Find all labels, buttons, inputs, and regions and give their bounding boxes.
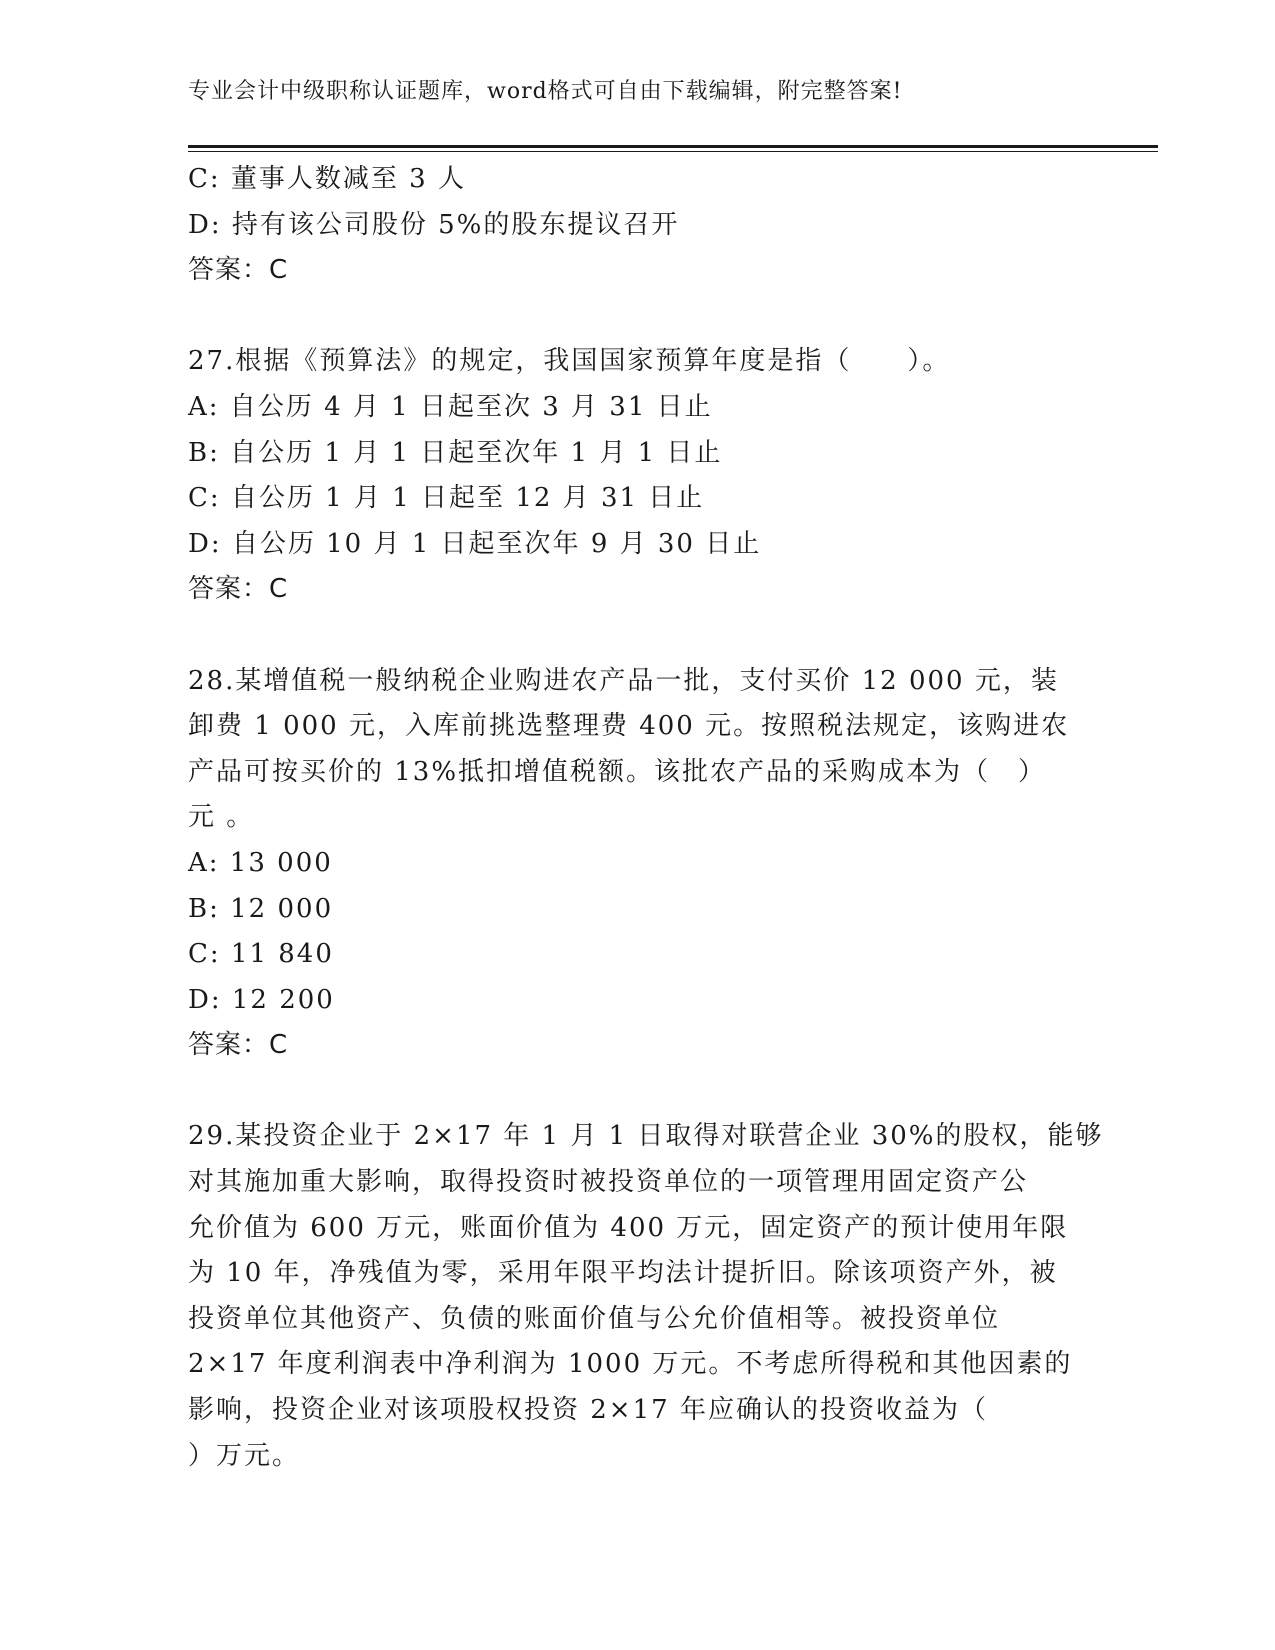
question-stem-line: 29.某投资企业于 2×17 年 1 月 1 日取得对联营企业 30%的股权，能够 — [188, 1121, 1104, 1152]
option-d: D: 持有该公司股份 5%的股东提议召开 — [188, 209, 680, 240]
question-stem-line: 元 。 — [188, 802, 255, 833]
spacer — [188, 294, 1088, 340]
question-stem-line: ）万元。 — [188, 1440, 301, 1471]
option-d: D: 自公历 10 月 1 日起至次年 9 月 30 日止 — [188, 528, 762, 559]
answer: 答案：C — [188, 1030, 289, 1061]
page-header: 专业会计中级职称认证题库，word格式可自由下载编辑，附完整答案! — [188, 79, 903, 104]
option-a: A: 13 000 — [188, 847, 333, 878]
question-stem-line: 产品可按买价的 13%抵扣增值税额。该批农产品的采购成本为（ ） — [188, 756, 1047, 787]
option-d: D: 12 200 — [188, 984, 335, 1015]
spacer — [188, 613, 1088, 659]
prev-question-options — [188, 157, 1088, 248]
question-29 — [188, 1114, 1104, 1479]
question-28 — [188, 659, 1088, 1069]
question-stem-line: 为 10 年，净残值为零，采用年限平均法计提折旧。除该项资产外，被 — [188, 1258, 1058, 1289]
option-b: B: 自公历 1 月 1 日起至次年 1 月 1 日止 — [188, 437, 723, 468]
option-c: C: 董事人数减至 3 人 — [188, 164, 466, 194]
answer: 答案：C — [188, 574, 289, 605]
question-stem-line: 投资单位其他资产、负债的账面价值与公允价值相等。被投资单位 — [188, 1303, 1001, 1334]
option-c: C: 11 840 — [188, 939, 334, 970]
header-rule-thick — [188, 145, 1158, 148]
question-stem-line: 对其施加重大影响，取得投资时被投资单位的一项管理用固定资产公 — [188, 1167, 1029, 1198]
question-stem-line: 卸费 1 000 元，入库前挑选整理费 400 元。按照税法规定，该购进农 — [188, 711, 1070, 742]
question-stem: 27.根据《预算法》的规定，我国国家预算年度是指（ ）。 — [188, 346, 951, 377]
question-27 — [188, 339, 1088, 613]
question-stem-line: 2×17 年度利润表中净利润为 1000 万元。不考虑所得税和其他因素的 — [188, 1349, 1073, 1380]
question-content — [188, 157, 1104, 1479]
header-rule-thin — [188, 151, 1158, 152]
answer: 答案：C — [188, 255, 289, 286]
option-a: A: 自公历 4 月 1 日起至次 3 月 31 日止 — [188, 391, 713, 422]
question-stem-line: 28.某增值税一般纳税企业购进农产品一批，支付买价 12 000 元，装 — [188, 665, 1059, 696]
option-c: C: 自公历 1 月 1 日起至 12 月 31 日止 — [188, 483, 705, 514]
spacer — [188, 1069, 1088, 1115]
option-b: B: 12 000 — [188, 893, 334, 924]
question-stem-line: 影响，投资企业对该项股权投资 2×17 年应确认的投资收益为（ — [188, 1395, 988, 1426]
question-stem-line: 允价值为 600 万元，账面价值为 400 万元，固定资产的预计使用年限 — [188, 1212, 1069, 1243]
